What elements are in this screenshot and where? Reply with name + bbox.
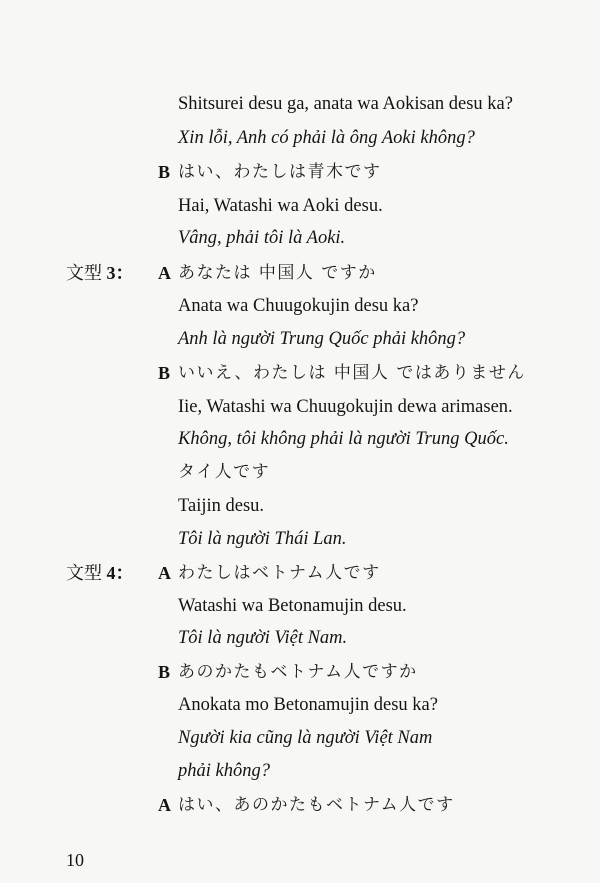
block1-b-viet: Vâng, phải tôi là Aoki. [178, 228, 346, 248]
pattern4-a-romaji: Watashi wa Betonamujin desu. [178, 596, 407, 616]
block1-viet: Xin lỗi, Anh có phải là ông Aoki không? [178, 128, 475, 148]
pattern3-b-japanese-2: タイ人です [178, 462, 271, 482]
pattern4-b-romaji: Anokata mo Betonamujin desu ka? [178, 695, 438, 715]
pattern4-heading [66, 561, 134, 585]
pattern4-a-viet: Tôi là người Việt Nam. [178, 628, 348, 648]
pattern4-a-speaker: A [158, 563, 171, 583]
block1-romaji: Shitsurei desu ga, anata wa Aokisan desu ka? [178, 94, 513, 114]
block1-b-japanese: はい、わたしは青木です [178, 162, 382, 182]
pattern3-heading [66, 261, 134, 285]
pattern3-a-japanese: あなたは 中国人 ですか [178, 263, 377, 283]
pattern4-label: 文型 [66, 563, 102, 583]
pattern4-b-viet-line1: Người kia cũng là người Việt Nam [178, 728, 433, 748]
pattern3-b-viet: Không, tôi không phải là người Trung Quốc. [178, 429, 509, 449]
pattern4-a2-speaker: A [158, 795, 171, 815]
pattern3-a-viet: Anh là người Trung Quốc phải không? [178, 329, 466, 349]
pattern3-b-romaji-2: Taijin desu. [178, 496, 265, 516]
pattern3-b-viet-2: Tôi là người Thái Lan. [178, 529, 347, 549]
pattern3-b-romaji: Iie, Watashi wa Chuugokujin dewa arimasen. [178, 397, 513, 417]
page-number: 10 [66, 850, 84, 870]
pattern4-b-viet-line2: phải không? [178, 761, 270, 781]
pattern3-a-romaji: Anata wa Chuugokujin desu ka? [178, 296, 419, 316]
pattern4-b-speaker: B [158, 662, 171, 682]
pattern4-a-japanese: わたしはベトナム人です [178, 563, 381, 583]
block1-b-speaker: B [158, 162, 171, 182]
pattern3-number: 3： [106, 263, 134, 283]
pattern4-b-japanese: あのかたもベトナム人ですか [178, 662, 418, 682]
pattern4-a2-japanese: はい、あのかたもベトナム人です [178, 795, 455, 815]
pattern3-a-speaker: A [158, 263, 171, 283]
pattern3-b-japanese: いいえ、わたしは 中国人 ではありません [178, 363, 526, 383]
pattern3-label: 文型 [66, 263, 102, 283]
block1-b-romaji: Hai, Watashi wa Aoki desu. [178, 196, 383, 216]
pattern4-number: 4： [106, 563, 134, 583]
pattern3-b-speaker: B [158, 363, 171, 383]
